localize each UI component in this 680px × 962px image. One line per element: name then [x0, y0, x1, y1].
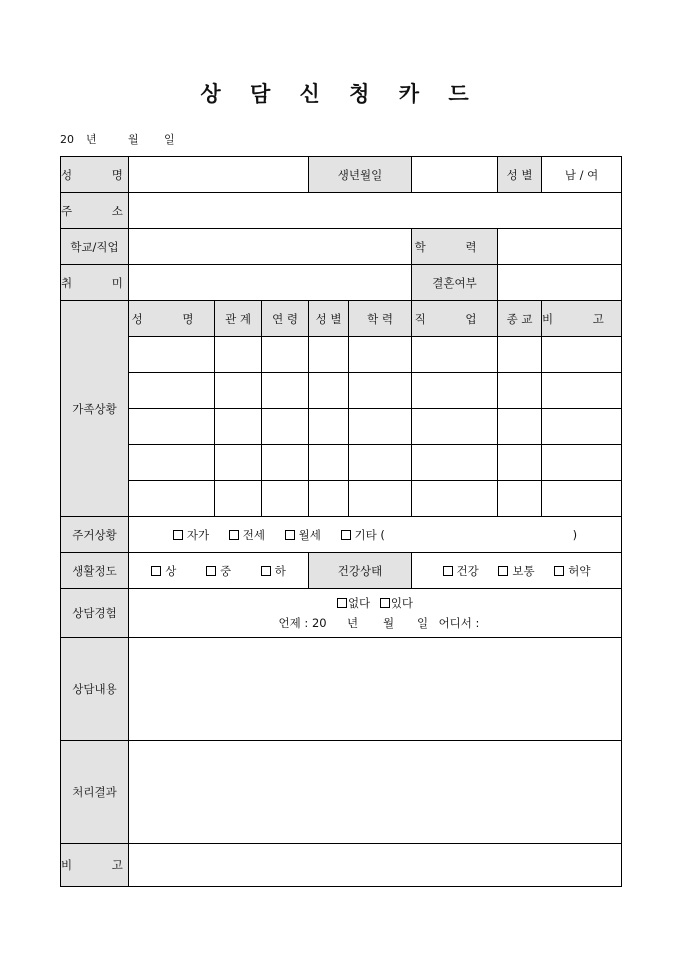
family-cell[interactable]: [412, 373, 498, 409]
row-hobby: [61, 265, 622, 301]
birth-field[interactable]: [412, 157, 498, 193]
family-cell[interactable]: [309, 373, 349, 409]
family-cell[interactable]: [129, 445, 215, 481]
school-job-label: 학교/직업: [61, 229, 129, 265]
checkbox-icon: [285, 530, 295, 540]
family-cell[interactable]: [262, 445, 309, 481]
family-cell[interactable]: [498, 373, 542, 409]
family-cell[interactable]: [215, 445, 262, 481]
family-row: [61, 481, 622, 517]
family-cell[interactable]: [129, 373, 215, 409]
family-row: [61, 409, 622, 445]
date-month-label: 월: [128, 133, 139, 146]
living-options: [129, 553, 309, 589]
family-cell[interactable]: [412, 445, 498, 481]
checkbox-icon: [173, 530, 183, 540]
family-col-age: 연 령: [262, 301, 309, 337]
housing-jeonse[interactable]: 전세: [229, 527, 265, 543]
checkbox-icon: [443, 566, 453, 576]
family-col-relation: 관 계: [215, 301, 262, 337]
housing-label: 주거상황: [61, 517, 129, 553]
name-field[interactable]: [129, 157, 309, 193]
experience-month: 월: [383, 616, 395, 630]
family-col-name: 성 명: [129, 301, 215, 337]
health-normal[interactable]: 보통: [498, 563, 534, 579]
remarks-field[interactable]: [129, 844, 622, 887]
experience-where: 어디서 :: [438, 616, 480, 630]
hobby-field[interactable]: [129, 265, 412, 301]
family-cell[interactable]: [349, 481, 412, 517]
health-weak[interactable]: 허약: [554, 563, 590, 579]
family-cell[interactable]: [349, 337, 412, 373]
family-cell[interactable]: [215, 481, 262, 517]
checkbox-icon: [498, 566, 508, 576]
family-cell[interactable]: [262, 409, 309, 445]
checkbox-icon: [337, 598, 347, 608]
row-result: [61, 741, 622, 844]
family-cell[interactable]: [309, 409, 349, 445]
result-field[interactable]: [129, 741, 622, 844]
family-label: 가족상황: [61, 301, 129, 517]
education-label: 학 력: [412, 229, 498, 265]
gender-value[interactable]: 남 / 여: [542, 157, 622, 193]
family-cell[interactable]: [129, 481, 215, 517]
experience-year: 년: [347, 616, 359, 630]
family-col-remarks: 비 고: [542, 301, 622, 337]
row-living: [61, 553, 622, 589]
family-cell[interactable]: [129, 409, 215, 445]
family-cell[interactable]: [215, 409, 262, 445]
family-col-education: 학 력: [349, 301, 412, 337]
date-line: [60, 131, 175, 147]
content-field[interactable]: [129, 638, 622, 741]
family-row: [61, 445, 622, 481]
family-cell[interactable]: [262, 373, 309, 409]
experience-day: 일: [417, 616, 429, 630]
family-cell[interactable]: [309, 481, 349, 517]
row-school-job: [61, 229, 622, 265]
row-name: [61, 157, 622, 193]
checkbox-icon: [554, 566, 564, 576]
family-cell[interactable]: [309, 337, 349, 373]
date-year-prefix: 20: [60, 133, 74, 146]
family-cell[interactable]: [129, 337, 215, 373]
housing-other[interactable]: 기타 (: [341, 527, 385, 543]
row-address: [61, 193, 622, 229]
checkbox-icon: [261, 566, 271, 576]
page-title: 상 담 신 청 카 드: [200, 81, 480, 106]
family-cell[interactable]: [412, 481, 498, 517]
experience-when: 언제 : 20: [278, 616, 327, 630]
family-cell[interactable]: [215, 373, 262, 409]
family-col-gender: 성 별: [309, 301, 349, 337]
gender-label: 성 별: [498, 157, 542, 193]
school-job-field[interactable]: [129, 229, 412, 265]
living-low[interactable]: 하: [261, 563, 286, 579]
family-cell[interactable]: [498, 337, 542, 373]
result-label: 처리결과: [61, 741, 129, 844]
family-cell[interactable]: [498, 445, 542, 481]
living-label: 생활정도: [61, 553, 129, 589]
address-label: 주 소: [61, 193, 129, 229]
family-cell[interactable]: [262, 481, 309, 517]
family-cell[interactable]: [412, 337, 498, 373]
housing-options: [129, 517, 622, 553]
date-year-label: 년: [86, 133, 97, 146]
living-mid[interactable]: 중: [206, 563, 231, 579]
family-cell[interactable]: [542, 481, 622, 517]
health-good[interactable]: 건강: [443, 563, 479, 579]
housing-other-close: ): [572, 527, 578, 542]
checkbox-icon: [151, 566, 161, 576]
education-field[interactable]: [498, 229, 622, 265]
marital-label: 결혼여부: [412, 265, 498, 301]
living-high[interactable]: 상: [151, 563, 176, 579]
address-field[interactable]: [129, 193, 622, 229]
experience-yes[interactable]: 있다: [380, 596, 413, 610]
family-cell[interactable]: [498, 481, 542, 517]
family-cell[interactable]: [262, 337, 309, 373]
family-header-row: [61, 301, 622, 337]
family-cell[interactable]: [349, 445, 412, 481]
experience-none[interactable]: 없다: [337, 596, 370, 610]
family-cell[interactable]: [309, 445, 349, 481]
experience-label: 상담경험: [61, 589, 129, 638]
row-housing: [61, 517, 622, 553]
family-cell[interactable]: [542, 445, 622, 481]
family-cell[interactable]: [412, 409, 498, 445]
checkbox-icon: [341, 530, 351, 540]
family-cell[interactable]: [498, 409, 542, 445]
family-row: [61, 337, 622, 373]
housing-own[interactable]: 자가: [173, 527, 209, 543]
family-col-religion: 종 교: [498, 301, 542, 337]
date-day-label: 일: [164, 133, 175, 146]
family-cell[interactable]: [215, 337, 262, 373]
housing-monthly[interactable]: 월세: [285, 527, 321, 543]
health-options: [412, 553, 622, 589]
family-cell[interactable]: [349, 373, 412, 409]
family-row: [61, 373, 622, 409]
row-remarks: [61, 844, 622, 887]
health-label: 건강상태: [309, 553, 412, 589]
checkbox-icon: [380, 598, 390, 608]
family-cell[interactable]: [542, 409, 622, 445]
name-label: 성 명: [61, 157, 129, 193]
hobby-label: 취 미: [61, 265, 129, 301]
remarks-label: 비 고: [61, 844, 129, 887]
birth-label: 생년월일: [309, 157, 412, 193]
checkbox-icon: [206, 566, 216, 576]
content-label: 상담내용: [61, 638, 129, 741]
family-col-job: 직 업: [412, 301, 498, 337]
row-content: [61, 638, 622, 741]
marital-field[interactable]: [498, 265, 622, 301]
experience-field: [129, 589, 622, 638]
row-experience: [61, 589, 622, 638]
family-cell[interactable]: [349, 409, 412, 445]
checkbox-icon: [229, 530, 239, 540]
family-cell[interactable]: [542, 337, 622, 373]
counseling-form: [60, 156, 622, 887]
family-cell[interactable]: [542, 373, 622, 409]
